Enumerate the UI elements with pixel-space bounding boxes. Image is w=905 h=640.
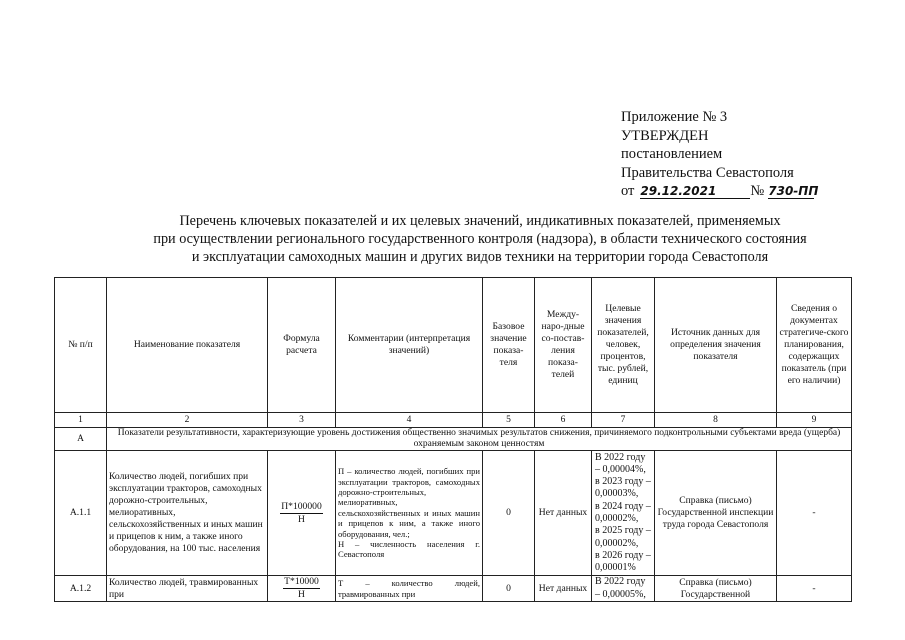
comment-variable-p: П – количество людей, погибших при эксплуатации тракторов, самоходных дорожно-строительных, мелиоративных, сельскохозяйственных и иных машин и прицепов к ним, а также иного оборудования, чел.; [338, 466, 480, 539]
column-number: 2 [107, 413, 268, 428]
date-number-line [621, 182, 819, 201]
column-number: 1 [55, 413, 107, 428]
strategic-documents: - [777, 576, 852, 602]
section-title: Показатели результативности, характеризующие уровень достижения общественно значимых результатов снижения, причиняемого подконтрольными субъектами вреда (ущерба) охраняемым законом ценностям [107, 428, 852, 451]
number-label: № [750, 183, 765, 199]
row-id: А.1.2 [55, 576, 107, 602]
column-number: 5 [483, 413, 535, 428]
formula-fraction [283, 576, 320, 601]
target-values [592, 451, 655, 576]
header-cell-international: Между-наро-дные со-постав-ления показа-телей [535, 278, 592, 413]
header-cell-base: Базовое значение показа-теля [483, 278, 535, 413]
column-number: 4 [336, 413, 483, 428]
column-number: 7 [592, 413, 655, 428]
data-source: Справка (письмо) Государственной инспекции труда города Севастополя [655, 451, 777, 576]
document-title [60, 212, 900, 266]
target-value: в 2023 году – 0,00003%, [595, 476, 651, 500]
column-number-row [55, 413, 852, 428]
base-value: 0 [483, 451, 535, 576]
row-id: А.1.1 [55, 451, 107, 576]
comment-variable-n: Н – численность населения г. Севастополя [338, 539, 480, 560]
target-value: в 2025 году – 0,00002%, [595, 525, 651, 549]
comment-cell [336, 451, 483, 576]
appendix-label: Приложение № 3 [621, 109, 728, 125]
document-number: 730-ПП [768, 184, 819, 198]
title-line-1: Перечень ключевых показателей и их целевых значений, индикативных показателей, применяемых [179, 213, 781, 229]
header-cell-documents: Сведения о документах стратегиче-ского планирования, содержащих показатель (при его наличии) [777, 278, 852, 413]
target-value: в 2026 году – 0,00001% [595, 549, 651, 574]
international-comparison: Нет данных [535, 576, 592, 602]
formula-cell [268, 576, 336, 602]
from-label: от [621, 183, 635, 199]
header-cell-name: Наименование показателя [107, 278, 268, 413]
indicators-table [54, 277, 852, 602]
header-cell-formula: Формула расчета [268, 278, 336, 413]
formula-denominator: Н [298, 513, 305, 525]
target-value: В 2022 году – 0,00005%, [595, 576, 646, 600]
section-code: А [55, 428, 107, 451]
formula-cell [268, 451, 336, 576]
government-label: Правительства Севастополя [621, 164, 794, 181]
data-source: Справка (письмо) Государственной [655, 576, 777, 602]
target-value: В 2022 году – 0,00004%, [595, 451, 646, 475]
title-line-3: и эксплуатации самоходных машин и других видов техники на территории города Севастополя [191, 249, 769, 265]
header-row [55, 278, 852, 413]
indicator-name: Количество людей, погибших при эксплуатации тракторов, самоходных дорожно-строительных, мелиоративных, сельскохозяйственных и иных машин и прицепов к ним, а также иного оборудования, на 100 тыс. населения [107, 451, 268, 576]
target-values [592, 576, 655, 602]
section-row [55, 428, 852, 451]
header-cell-comments: Комментарии (интерпретация значений) [336, 278, 483, 413]
indicator-name: Количество людей, травмированных при [107, 576, 268, 602]
international-comparison: Нет данных [535, 451, 592, 576]
approval-block [621, 108, 819, 201]
resolution-label: постановлением [621, 146, 723, 162]
base-value: 0 [483, 576, 535, 602]
document-date: 29.12.2021 [640, 184, 750, 199]
title-line-2: при осуществлении регионального государственного контроля (надзора), в области технического состояния [153, 231, 807, 247]
formula-numerator: П*100000 [281, 500, 322, 512]
strategic-documents: - [777, 451, 852, 576]
header-cell-targets: Целевые значения показателей, человек, процентов, тыс. рублей, единиц [592, 278, 655, 413]
header-cell-source: Источник данных для определения значения показателя [655, 278, 777, 413]
approved-label: УТВЕРЖДЕН [621, 127, 709, 144]
table-row [55, 576, 852, 602]
formula-fraction [280, 501, 323, 526]
formula-denominator: Н [298, 589, 305, 600]
comment-cell [336, 576, 483, 602]
formula-numerator: Т*10000 [284, 576, 319, 587]
column-number: 9 [777, 413, 852, 428]
table-row [55, 451, 852, 576]
comment-variable-t: Т – количество людей, травмированных при [338, 578, 480, 599]
column-number: 6 [535, 413, 592, 428]
target-value: в 2024 году – 0,00002%, [595, 500, 651, 524]
header-cell-number: № п/п [55, 278, 107, 413]
column-number: 3 [268, 413, 336, 428]
column-number: 8 [655, 413, 777, 428]
